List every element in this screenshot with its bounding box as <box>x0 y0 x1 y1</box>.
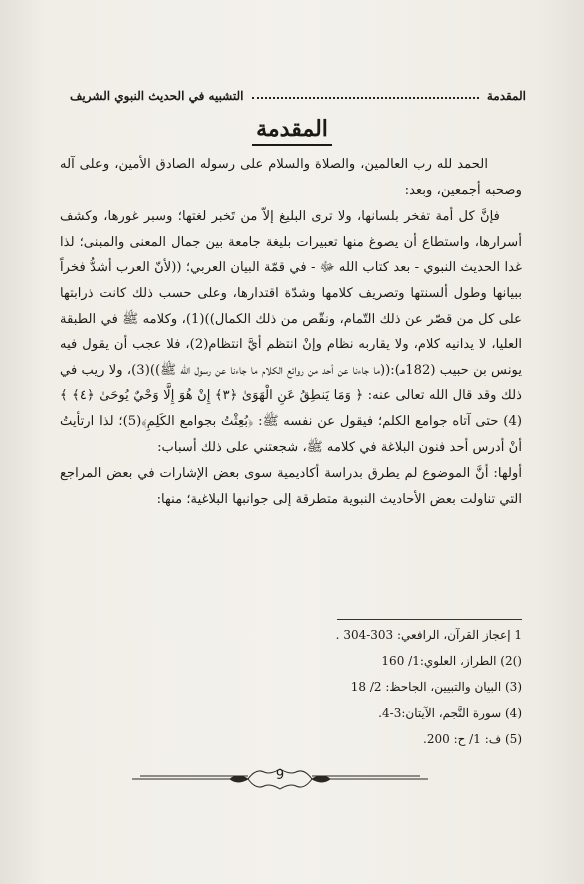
page-title-text: المقدمة <box>252 116 332 146</box>
footnote-4: (4) سورة النَّجم، الآيتان:3-4. <box>378 706 522 720</box>
header-dot-leader <box>252 97 479 99</box>
page-title <box>0 116 584 146</box>
footnotes <box>120 628 522 758</box>
footnote-3: (3) البيان والتبيين، الجاحظ: 2/ 18 <box>350 680 522 694</box>
paragraph-reasons: أولها: أنَّ الموضوع لم يطرق بدراسة أكاديمية سوى بعض الإشارات في بعض المراجع التي تناولت بعض الأحاديث النبوية متطرقة إلى جوانبها البلاغية؛ منها: <box>60 466 522 507</box>
page-number: 9 <box>275 768 285 783</box>
footnote-2: ()2) الطراز، العلوي:1/ 160 <box>381 654 522 668</box>
header-book-title: التشبيه في الحديث النبوي الشريف <box>70 89 244 103</box>
footnote-1: 1 إعجاز القرآن، الرافعي: 303-304 . <box>335 628 522 642</box>
footnote-5: (5) ف: 1/ ح: 200. <box>423 732 522 746</box>
header-section: المقدمة <box>486 89 526 103</box>
paragraph-opening: الحمد لله رب العالمين، والصلاة والسلام على رسوله الصادق الأمين، وعلى آله وصحبه أجمعين، وبعد: <box>60 157 522 198</box>
paragraph-body: فإنَّ كل أمة تفخر بلسانها، ولا ترى البليغ إلاّ من تَخبر لغتها؛ وسبر غورها، وكشف أسرارها، واستطاع أن يصوغ منها تعبيرات بليغة جامعة بين جمال المعنى والمبنى؛ لذا غدا الحديث النبوي - بعد كتاب الله ﷻ - في قمّة البيان العربي؛ ((لأنّ العرب أشدُّ فخراً ببيانها وطول ألسنتها وتصريف كلامها وشدّة اقتدارها، وعلى حسب ذلك كانت ذرابتها على كل من قصّر عن ذلك التّمام، ونقّص من ذلك الكمال))(1)، وكلامه ﷺ في الطبقة العليا، لا يدانيه كلام، ولا يقاربه نظام وإنْ انتظم أيَّ انتظام(2)، فلا عجب أن يقول فيه يونس بن حبيب (182هـ):((ما جاءنا عن أحد من روائع الكلام ما جاءنا عن رسول الله ﷺ))(3)، ولا ريب في ذلك وقد قال الله تعالى عنه: ﴿ وَمَا يَنطِقُ عَنِ الْهَوَىٰ ﴿٣﴾ إِنْ هُوَ إِلَّا وَحْيٌ يُوحَىٰ ﴿٤﴾ ﴾(4) حتى آتاه جوامع الكلم؛ فيقول عن نفسه ﷺ: ﴿بُعِثْتُ بجوامع الكَلِمِ﴾(5)؛ لذا ارتأيتُ أنْ أدرس أحد فنون البلاغة في كلامه ﷺ، شجعتني على ذلك أسباب: <box>60 209 523 455</box>
footnote-divider <box>337 619 522 620</box>
main-text <box>60 152 522 513</box>
running-header <box>70 86 526 106</box>
